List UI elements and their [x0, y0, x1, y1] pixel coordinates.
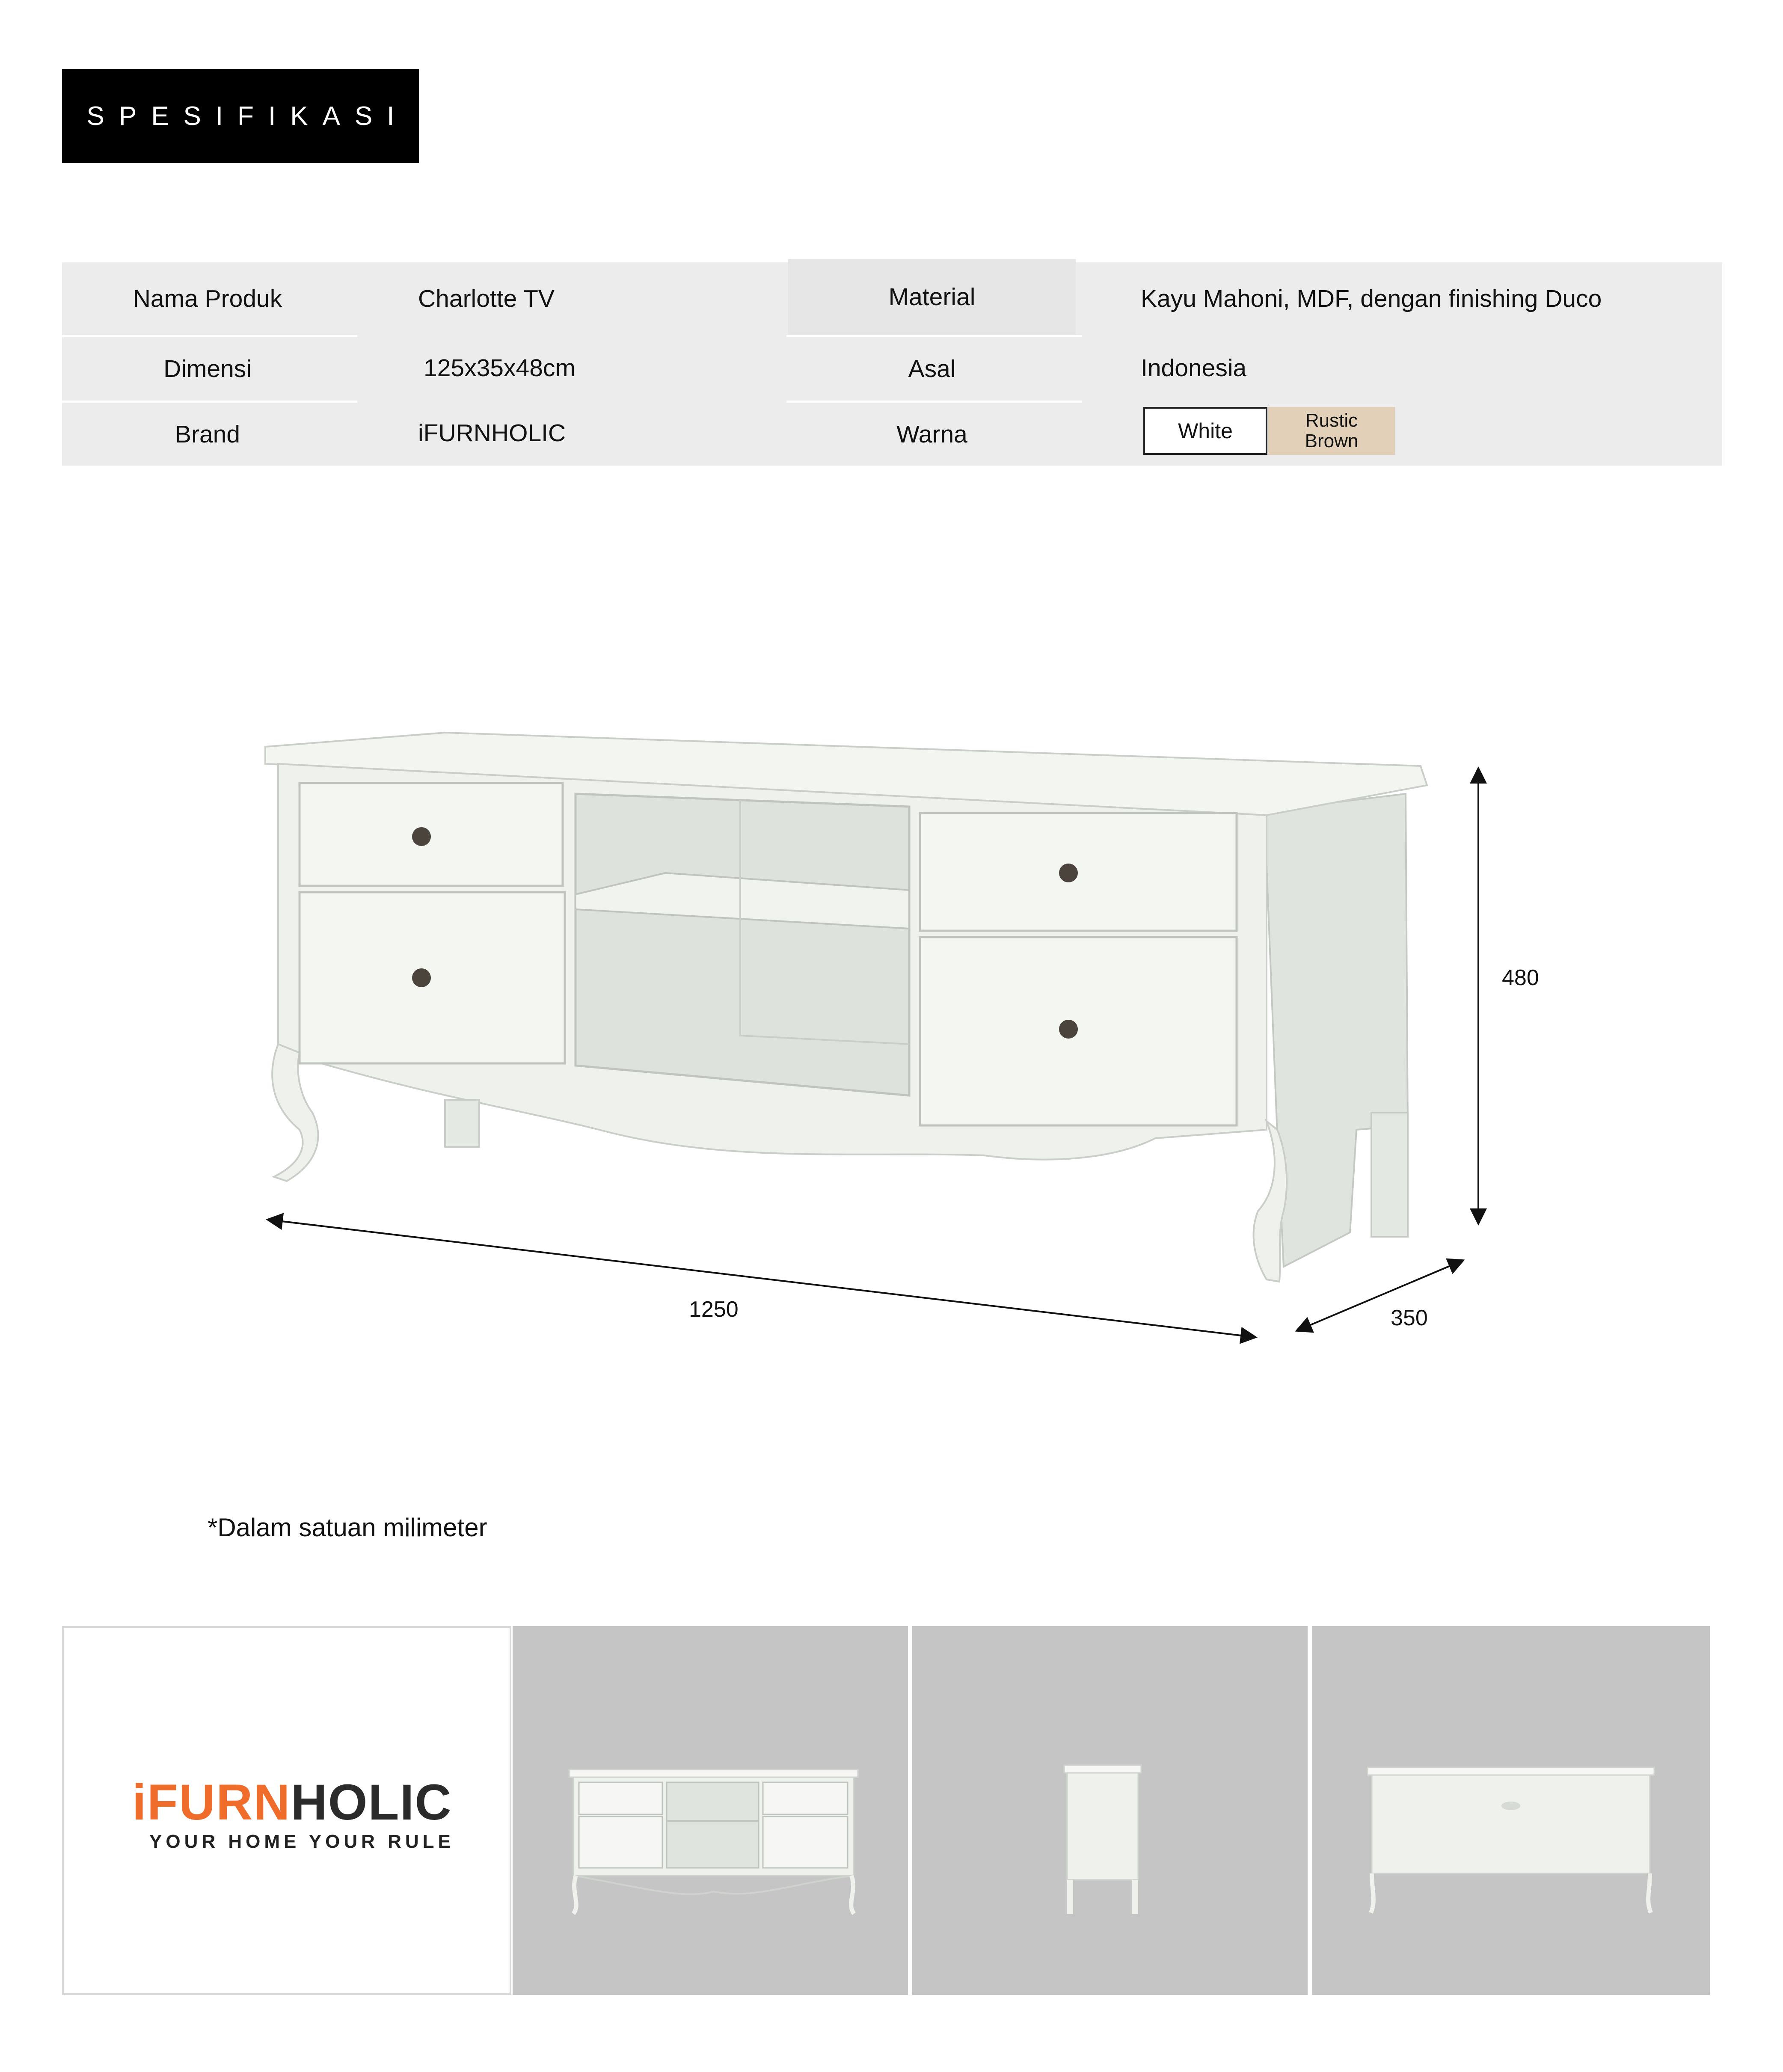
thumbnail-back-illustration	[1312, 1626, 1710, 1995]
drawer-knob	[412, 968, 431, 987]
drawer-top-left	[300, 783, 563, 886]
height-label: 480	[1502, 965, 1539, 990]
drawer-top-right	[920, 813, 1237, 931]
open-shelf-compartment	[576, 794, 909, 1095]
spec-label-brand: Brand	[62, 403, 353, 466]
spec-value-name: Charlotte TV	[353, 262, 788, 335]
product-thumbnail-front[interactable]	[513, 1626, 908, 1995]
drawer-knob	[1059, 1020, 1078, 1039]
drawer-bottom-left	[300, 892, 565, 1063]
brand-logo-panel	[62, 1626, 511, 1995]
drawer-bottom-right	[920, 937, 1237, 1125]
width-label: 1250	[689, 1297, 739, 1322]
spec-label-material: Material	[788, 259, 1076, 335]
cabinet-back-left-leg	[445, 1100, 479, 1147]
spec-value-material: Kayu Mahoni, MDF, dengan finishing Duco	[1076, 262, 1722, 335]
drawer-knob	[412, 827, 431, 846]
product-thumbnail-back[interactable]	[1312, 1626, 1710, 1995]
spec-value-brand: iFURNHOLIC	[353, 401, 788, 466]
cabinet-front-right-leg	[1254, 1121, 1287, 1282]
width-arrow	[267, 1220, 1256, 1337]
depth-label: 350	[1391, 1306, 1428, 1330]
spec-label-name: Nama Produk	[62, 262, 353, 335]
spec-value-origin: Indonesia	[1076, 335, 1722, 401]
thumbnail-front-illustration	[513, 1626, 908, 1995]
product-thumbnail-side[interactable]	[912, 1626, 1308, 1995]
cabinet-front-left-leg	[272, 1044, 318, 1181]
color-swatch-white[interactable]: White	[1143, 407, 1267, 455]
unit-note: *Dalam satuan milimeter	[208, 1513, 487, 1542]
thumbnail-side-illustration	[912, 1626, 1308, 1995]
depth-arrow	[1296, 1260, 1463, 1331]
color-swatch-rustic-brown[interactable]: Rustic Brown	[1268, 407, 1395, 455]
spec-value-dimension: 125x35x48cm	[353, 335, 788, 401]
cabinet-back-leg	[1371, 1113, 1408, 1237]
spec-label-dimension: Dimensi	[62, 337, 353, 401]
drawer-knob	[1059, 864, 1078, 882]
brand-logo: iFURNHOLIC	[132, 1774, 452, 1831]
brand-tagline: YOUR HOME YOUR RULE	[149, 1831, 454, 1852]
title-text: SPESIFIKASI	[86, 101, 409, 131]
spec-label-color: Warna	[788, 403, 1076, 466]
spec-label-origin: Asal	[788, 337, 1076, 401]
